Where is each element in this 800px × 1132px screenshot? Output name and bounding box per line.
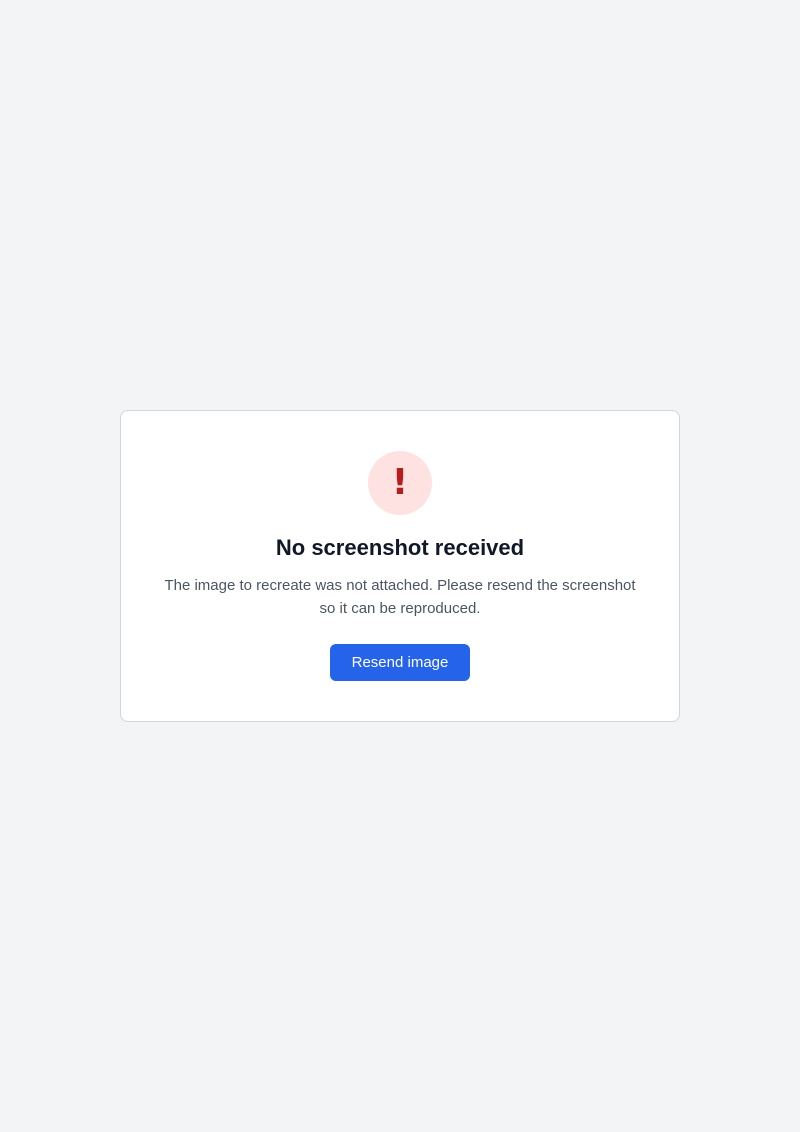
notice-card (120, 410, 680, 722)
resend-button[interactable]: Resend image (330, 644, 471, 681)
warning-icon: ! (368, 451, 432, 515)
notice-title: No screenshot received (275, 535, 525, 560)
notice-message: The image to recreate was not attached. Please resend the screenshot so it can be reproduced. (164, 577, 636, 617)
